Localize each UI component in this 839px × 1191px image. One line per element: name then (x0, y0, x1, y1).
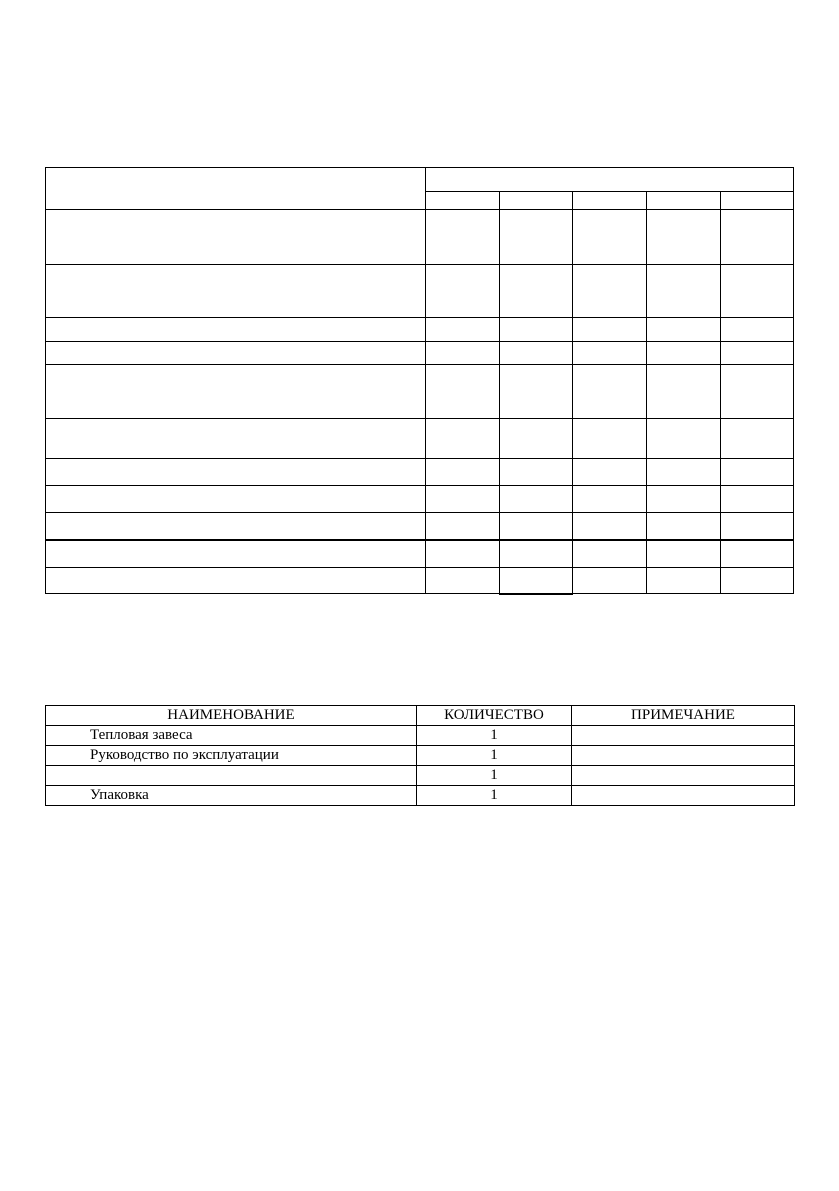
column-header-note: ПРИМЕЧАНИЕ (572, 706, 795, 726)
item-name: Тепловая завеса (46, 726, 417, 746)
spec-grid-divider (425, 191, 793, 192)
spec-grid-divider (45, 539, 793, 541)
spec-grid-divider (45, 418, 793, 419)
spec-grid-divider (45, 317, 793, 318)
spec-grid-divider (45, 209, 793, 210)
spec-grid-divider (572, 191, 573, 594)
spec-grid-divider (45, 567, 793, 568)
spec-grid-border (45, 167, 794, 594)
spec-grid-divider (499, 191, 500, 594)
table-row (46, 766, 795, 786)
spec-grid-divider (720, 191, 721, 594)
spec-grid-divider (45, 512, 793, 513)
spec-grid-divider (45, 264, 793, 265)
spec-grid-divider (45, 364, 793, 365)
item-quantity: 1 (417, 766, 572, 786)
item-note (572, 726, 795, 746)
item-quantity: 1 (417, 786, 572, 806)
item-note (572, 766, 795, 786)
item-name: Руководство по эксплуатации (46, 746, 417, 766)
item-note (572, 746, 795, 766)
item-quantity: 1 (417, 746, 572, 766)
contents-table (45, 705, 795, 806)
column-header-quantity: КОЛИЧЕСТВО (417, 706, 572, 726)
table-row (46, 726, 795, 746)
item-quantity: 1 (417, 726, 572, 746)
item-name (46, 766, 417, 786)
spec-grid-divider (425, 167, 426, 594)
table-header-row (46, 706, 795, 726)
spec-grid-divider (499, 593, 573, 595)
item-name: Упаковка (46, 786, 417, 806)
item-note (572, 786, 795, 806)
table-row (46, 746, 795, 766)
spec-grid-divider (45, 485, 793, 486)
column-header-name: НАИМЕНОВАНИЕ (46, 706, 417, 726)
table-row (46, 786, 795, 806)
spec-grid-divider (45, 341, 793, 342)
specifications-grid (45, 167, 794, 594)
spec-grid-divider (646, 191, 647, 594)
spec-grid-divider (45, 458, 793, 459)
